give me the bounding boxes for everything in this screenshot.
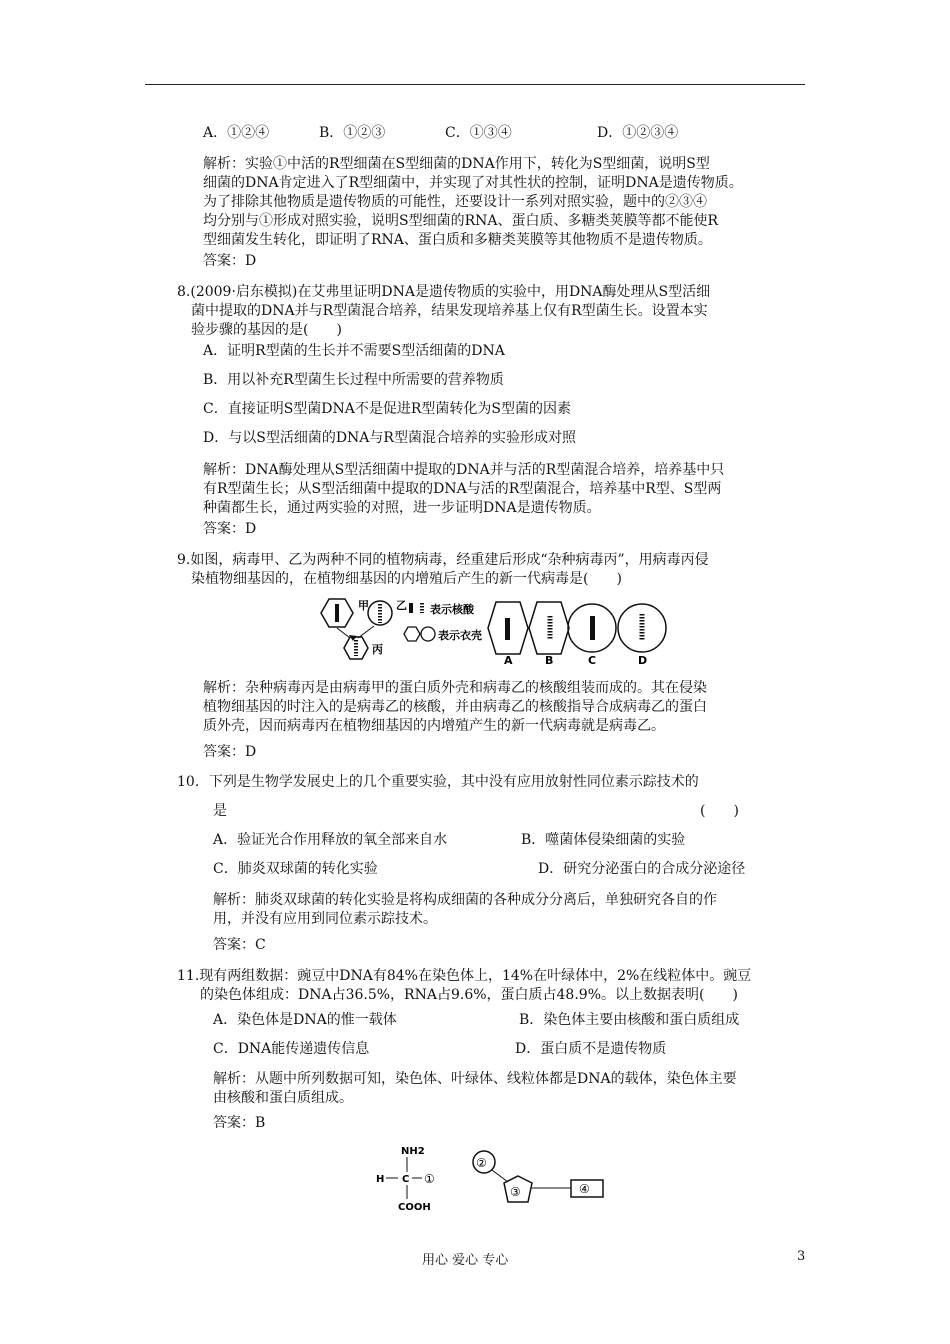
label-nucleic: 表示核酸 [430,603,474,616]
q8-option-d: D．与以S型活细菌的DNA与R型菌混合培养的实验形成对照 [203,430,576,446]
label-phosphate: ② [476,1156,487,1170]
q10-answer: 答案：C [213,937,266,953]
label-cooh: COOH [398,1202,431,1213]
q7-option-b: B．①②③ [319,125,386,141]
label-nh2: NH2 [401,1146,425,1157]
q11-answer: 答案：B [213,1115,266,1131]
q10-option-b: B．噬菌体侵染细菌的实验 [521,832,686,848]
label-C: C [588,654,597,667]
label-D: D [638,654,648,667]
header-rule [145,84,805,85]
q8-explanation: 解析：DNA酶处理从S型活细菌中提取的DNA并与活的R型菌混合培养，培养基中只 有R型菌生长；从S型活细菌中提取的DNA与活的R型菌混合，培养基中R型、S型两 种菌都生长，通过两实验的对照，进一步证明DNA是遗传物质。 [203,462,725,516]
q7-answer: 答案：D [203,253,257,269]
q10-explanation: 解析：肺炎双球菌的转化实验是将构成细菌的各种成分分离后，单独研究各自的作 用，并没有应用到同位素示踪技术。 [213,892,717,927]
q7-explanation: 解析：实验①中活的R型细菌在S型细菌的DNA作用下，转化为S型细菌，说明S型 细菌的DNA肯定进入了R型细菌中，并实现了对其性状的控制，证明DNA是遗传物质。 为了排除其他物质是遗传物质的可能性，还要设计一系列对照实验，题中的②③④ 均分别与①形成对照实验，说明S型细菌的RNA、蛋白质、多糖类荚膜等都不能使R 型细菌发生转化，即证明了RNA、蛋白质和多糖类荚膜等其他物质不是遗传物质。 [203,156,743,248]
q11-option-b: B．染色体主要由核酸和蛋白质组成 [519,1012,740,1028]
q10-stem: 10．下列是生物学发展史上的几个重要实验，其中没有应用放射性同位素示踪技术的 [177,774,699,790]
q8-option-b: B．用以补充R型菌生长过程中所需要的营养物质 [203,372,504,388]
q7-option-c: C．①③④ [445,125,512,141]
label-pentose: ③ [510,1185,521,1199]
label-jia: 甲 [358,599,369,612]
q11-stem: 11.现有两组数据：豌豆中DNA有84%在染色体上，14%在叶绿体中，2%在线粒体中。豌豆 的染色体组成：DNA占36.5%，RNA占9.6%，蛋白质占48.9%。以上数据表明( ) [177,968,752,1003]
label-r-group: ① [424,1172,435,1186]
q8-option-c: C．直接证明S型菌DNA不是促进R型菌转化为S型菌的因素 [203,401,572,417]
q10-option-d: D．研究分泌蛋白的合成分泌途径 [538,861,746,877]
q9-stem: 9.如图，病毒甲、乙为两种不同的植物病毒，经重建后形成“杂种病毒丙”，用病毒丙侵 染植物细基因的，在植物细基因的内增殖后产生的新一代病毒是( ) [177,552,709,587]
q8-option-a: A．证明R型菌的生长并不需要S型活细菌的DNA [203,343,505,359]
q11-explanation: 解析：从题中所列数据可知，染色体、叶绿体、线粒体都是DNA的载体，染色体主要 由核酸和蛋白质组成。 [213,1071,737,1106]
q10-option-a: A．验证光合作用释放的氧全部来自水 [213,832,448,848]
q11-option-d: D．蛋白质不是遗传物质 [515,1041,667,1057]
q8-answer: 答案：D [203,521,257,537]
label-A: A [504,654,513,667]
label-B: B [545,654,554,667]
label-base: ④ [579,1182,590,1196]
virus-figure [320,594,670,668]
label-yi: 乙 [396,599,407,612]
q10-answer-blank: ( ) [700,803,739,819]
q10-stem-cont: 是 [213,803,227,819]
q7-option-d: D．①②③④ [597,125,679,141]
label-h: H [376,1174,385,1185]
q8-stem: 8.(2009·启东模拟)在艾弗里证明DNA是遗传物质的实验中，用DNA酶处理从S型活细 菌中提取的DNA并与R型菌混合培养，结果发现培养基上仅有R型菌生长。设置本实 验步骤的基因的是( ) [177,284,711,338]
label-bing: 丙 [372,643,383,656]
page-number: 3 [797,1249,806,1264]
q9-explanation: 解析：杂种病毒丙是由病毒甲的蛋白质外壳和病毒乙的核酸组装而成的。其在侵染 植物细基因的时注入的是病毒乙的核酸，并由病毒乙的核酸指导合成病毒乙的蛋白 质外壳，因而病毒丙在植物细基因的内增殖产生的新一代病毒就是病毒乙。 [203,680,707,734]
label-c: C [402,1174,410,1185]
label-capsid: 表示衣壳 [438,629,482,642]
q9-answer: 答案：D [203,744,257,760]
structure-figure [370,1140,610,1216]
q10-option-c: C．肺炎双球菌的转化实验 [213,861,378,877]
q7-option-a: A．①②④ [203,125,270,141]
q11-option-c: C．DNA能传递遗传信息 [213,1041,370,1057]
q11-option-a: A．染色体是DNA的惟一载体 [213,1012,397,1028]
footer-motto: 用心 爱心 专心 [422,1253,509,1268]
